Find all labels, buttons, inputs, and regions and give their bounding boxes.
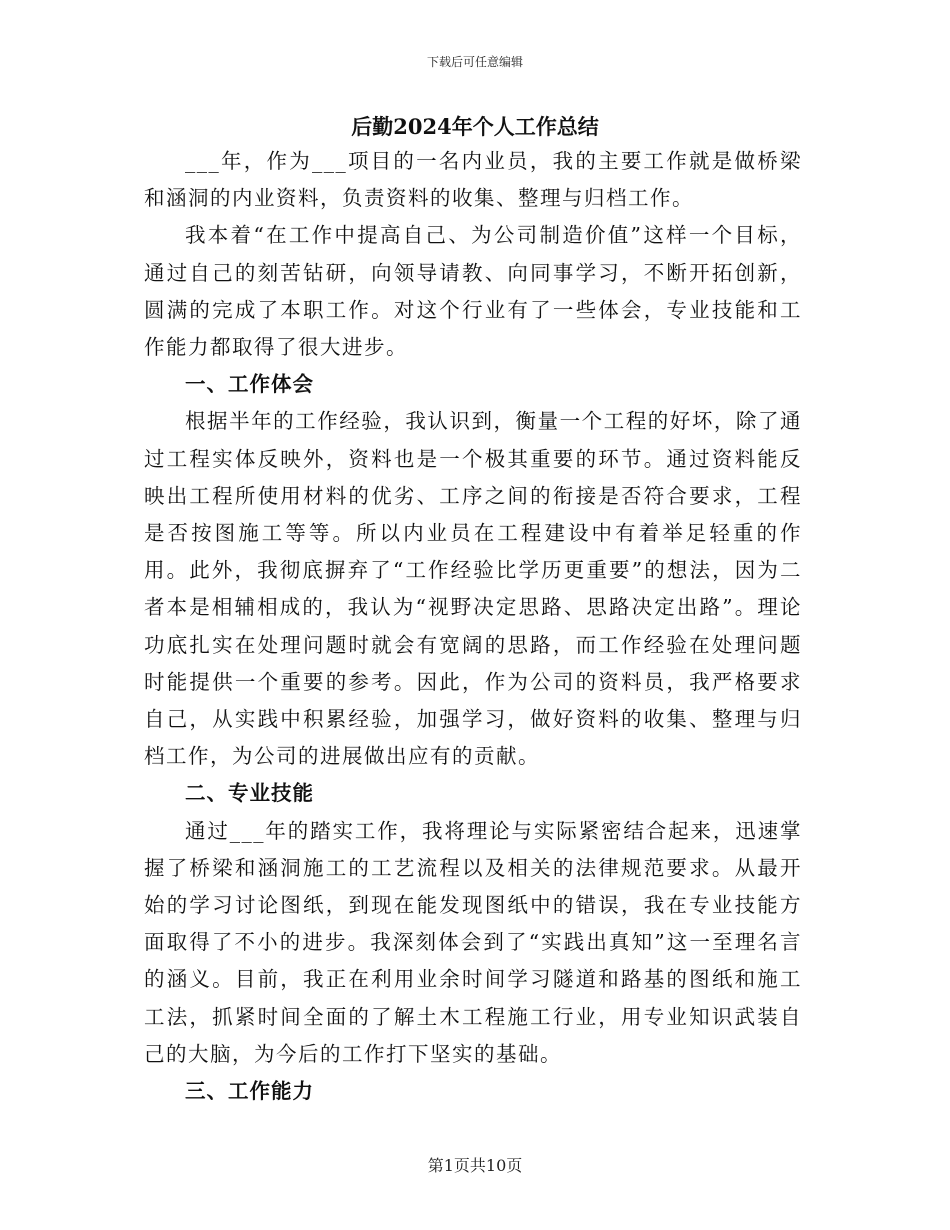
paragraph-goal: 我本着“在工作中提高自己、为公司制造价值”这样一个目标，通过自己的刻苦钻研，向领导请教、向同事学习，不断开拓创新，圆满的完成了本职工作。对这个行业有了一些体会，专业技能和工作能力都取得了很大进步。 bbox=[144, 223, 802, 360]
section-heading-professional-skills: 二、专业技能 bbox=[185, 781, 314, 806]
paragraph-work-experience: 根据半年的工作经验，我认识到，衡量一个工程的好坏，除了通过工程实体反映外，资料也是一个极其重要的环节。通过资料能反映出工程所使用材料的优劣、工序之间的衔接是否符合要求，工程是否按图施工等等。所以内业员在工程建设中有着举足轻重的作用。此外，我彻底摒弃了“工作经验比学历更重要”的想法，因为二者本是相辅相成的，我认为“视野决定思路、思路决定出路”。理论功底扎实在处理问题时就会有宽阔的思路，而工作经验在处理问题时能提供一个重要的参考。因此，作为公司的资料员，我严格要求自己，从实践中积累经验，加强学习，做好资料的收集、整理与归档工作，为公司的进展做出应有的贡献。 bbox=[144, 409, 802, 769]
document-title: 后勤2024年个人工作总结 bbox=[351, 114, 599, 139]
section-heading-work-ability: 三、工作能力 bbox=[185, 1079, 314, 1104]
section-heading-work-experience: 一、工作体会 bbox=[185, 372, 314, 397]
paragraph-intro: ___年，作为___项目的一名内业员，我的主要工作就是做桥梁和涵洞的内业资料，负责资料的收集、整理与归档工作。 bbox=[144, 149, 802, 211]
paragraph-professional-skills: 通过___年的踏实工作，我将理论与实际紧密结合起来，迅速掌握了桥梁和涵洞施工的工艺流程以及相关的法律规范要求。从最开始的学习讨论图纸，到现在能发现图纸中的错误，我在专业技能方面取得了不小的进步。我深刻体会到了“实践出真知”这一至理名言的涵义。目前，我正在利用业余时间学习隧道和路基的图纸和施工工法，抓紧时间全面的了解土木工程施工行业，用专业知识武装自己的大脑，为今后的工作打下坚实的基础。 bbox=[144, 818, 802, 1066]
page-footer: 第1页共10页 bbox=[427, 1156, 523, 1175]
document-body bbox=[144, 143, 802, 1110]
page-header: 下载后可任意编辑 bbox=[426, 55, 523, 69]
